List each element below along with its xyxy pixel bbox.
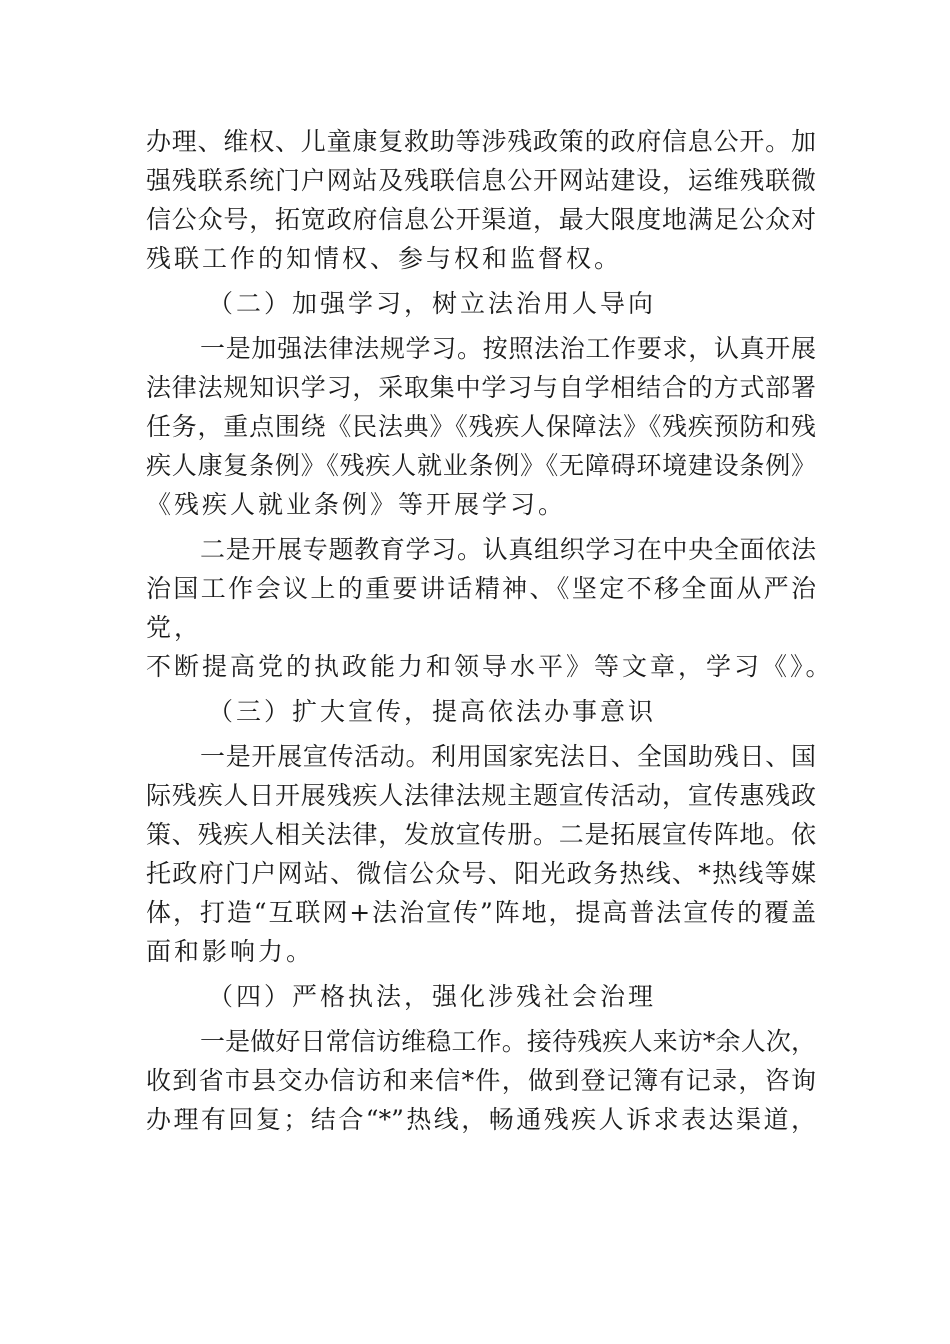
section-heading xyxy=(146,977,816,1016)
section-heading-text: （三）扩大宣传，提高依法办事意识 xyxy=(208,697,657,726)
text-line: 任务，重点围绕《民法典》《残疾人保障法》《残疾预防和残 xyxy=(146,412,816,441)
paragraph xyxy=(146,122,816,278)
section-heading-text: （四）严格执法，强化涉残社会治理 xyxy=(208,982,657,1011)
document-body xyxy=(146,122,834,1139)
text-line: 一是开展宣传活动。利用国家宪法日、全国助残日、国 xyxy=(200,742,816,771)
text-line: 强残联系统门户网站及残联信息公开网站建设，运维残联微 xyxy=(146,166,816,195)
text-line: 一是做好日常信访维稳工作。接待残疾人来访*余人次， xyxy=(200,1027,816,1056)
text-line: 面和影响力。 xyxy=(146,937,315,966)
text-line: 法律法规知识学习，采取集中学习与自学相结合的方式部署 xyxy=(146,373,816,402)
text-line: 办理有回复；结合“*”热线，畅通残疾人诉求表达渠道， xyxy=(146,1105,816,1134)
text-line: 托政府门户网站、微信公众号、阳光政务热线、*热线等媒 xyxy=(146,859,816,888)
text-line: 疾人康复条例》《残疾人就业条例》《无障碍环境建设条例》 xyxy=(146,451,816,480)
text-line: 办理、维权、儿童康复救助等涉残政策的政府信息公开。加 xyxy=(146,127,816,156)
paragraph xyxy=(146,1022,816,1139)
text-line: 际残疾人日开展残疾人法律法规主题宣传活动，宣传惠残政 xyxy=(146,781,816,810)
paragraph xyxy=(146,737,816,971)
text-line: 策、残疾人相关法律，发放宣传册。二是拓展宣传阵地。依 xyxy=(146,820,816,849)
text-line: 信公众号，拓宽政府信息公开渠道，最大限度地满足公众对 xyxy=(146,205,816,234)
text-line: 党， xyxy=(146,613,203,642)
paragraph xyxy=(146,530,834,686)
text-line: 体，打造“互联网+法治宣传”阵地，提高普法宣传的覆盖 xyxy=(146,898,816,927)
text-line: 二是开展专题教育学习。认真组织学习在中央全面依法 xyxy=(200,535,816,564)
section-heading-text: （二）加强学习，树立法治用人导向 xyxy=(208,289,657,318)
text-line: 一是加强法律法规学习。按照法治工作要求，认真开展 xyxy=(200,334,816,363)
text-line: 收到省市县交办信访和来信*件，做到登记簿有记录，咨询 xyxy=(146,1066,816,1095)
section-heading xyxy=(146,692,816,731)
paragraph xyxy=(146,329,816,524)
text-line: 残联工作的知情权、参与权和监督权。 xyxy=(146,244,623,273)
section-heading xyxy=(146,284,816,323)
text-line: 治国工作会议上的重要讲话精神、《坚定不移全面从严治 xyxy=(146,574,816,603)
text-line: 不断提高党的执政能力和领导水平》等文章，学习《》。 xyxy=(146,652,834,681)
text-line: 《残疾人就业条例》等开展学习。 xyxy=(146,490,567,519)
